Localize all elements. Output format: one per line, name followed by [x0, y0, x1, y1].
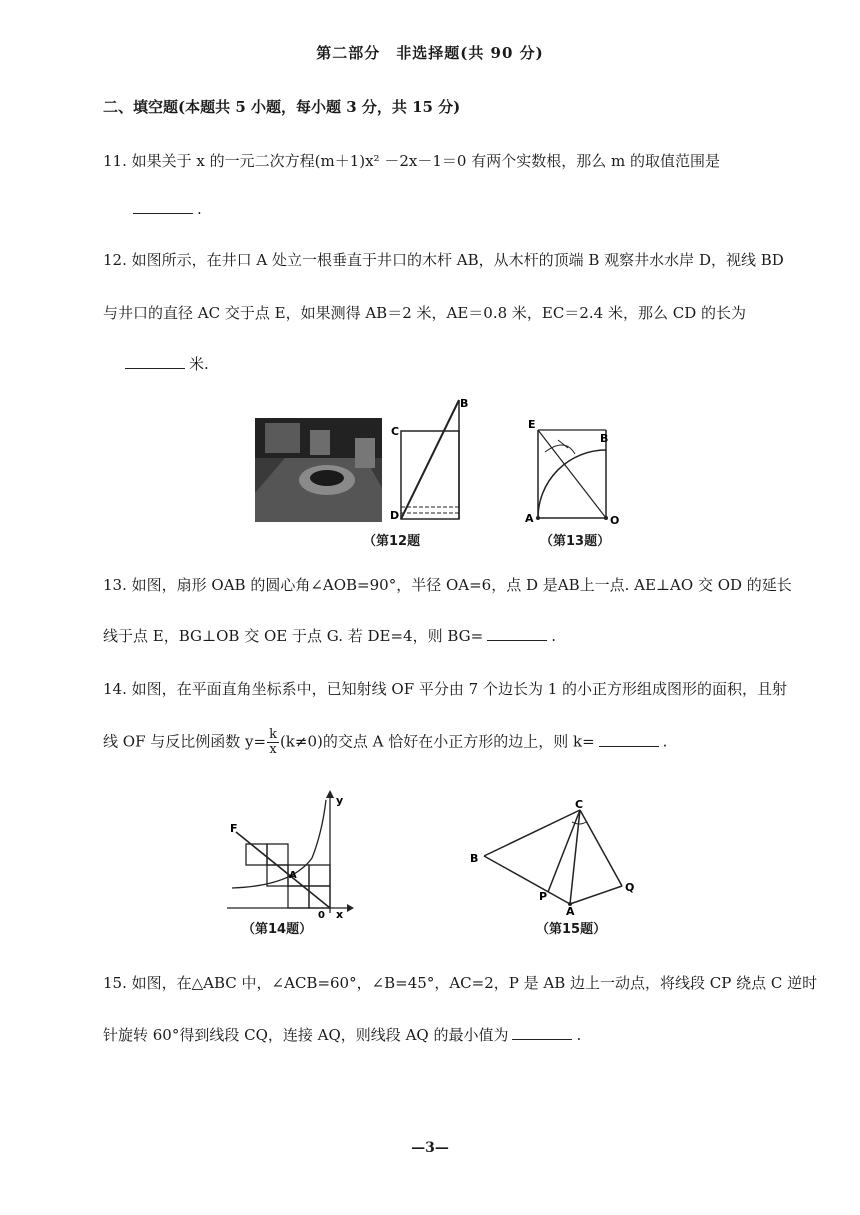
label-E: E: [528, 418, 536, 431]
figure-12-caption: （第12题: [363, 534, 421, 549]
well-photo: [255, 418, 382, 522]
figure-12-diagram: [385, 395, 475, 530]
label-O: O: [610, 514, 620, 527]
label-B: B: [600, 432, 609, 445]
label-origin: 0: [318, 910, 325, 918]
label-y: y: [336, 794, 344, 807]
question-11-text: 11. 如果关于 x 的一元二次方程(m＋1)x² －2x－1＝0 有两个实数根，那么 m 的取值范围是: [103, 152, 720, 170]
question-12-answer: 米.: [103, 353, 209, 374]
label-C: C: [575, 798, 584, 811]
question-14-line2: 线 OF 与反比例函数 y= $\frac{k}{x}$ (k≠0)的交点 A 恰好在小正方形的边上，则 k= .: [103, 727, 668, 757]
page-number: —3—: [411, 1140, 449, 1156]
figure-13-caption: （第13题）: [540, 534, 611, 549]
answer-blank-15[interactable]: [512, 1025, 572, 1040]
figure-15-diagram: [462, 796, 642, 916]
question-13-line2: 线于点 E，BG⊥OB 交 OE 于点 G. 若 DE=4，则 BG= .: [103, 627, 556, 645]
label-B: B: [460, 397, 469, 410]
question-13-line1: 13. 如图，扇形 OAB 的圆心角∠AOB=90°，半径 OA=6，点 D 是AB上一点. AE⊥AO 交 OD 的延长: [103, 576, 792, 594]
label-A: A: [525, 512, 534, 525]
fraction-k-over-x: $\frac{k}{x}$: [269, 727, 277, 757]
answer-blank-13[interactable]: [487, 626, 547, 641]
section-heading: 二、填空题(本题共 5 小题，每小题 3 分，共 15 分): [103, 98, 461, 116]
question-15-line1: 15. 如图，在△ABC 中，∠ACB=60°，∠B=45°，AC=2，P 是 AB 边上一动点，将线段 CP 绕点 C 逆时: [103, 974, 818, 992]
question-12-line1: 12. 如图所示，在井口 A 处立一根垂直于井口的木杆 AB，从木杆的顶端 B 观察井水水岸 D，视线 BD: [103, 251, 784, 269]
label-D: D: [390, 509, 400, 522]
part-title: 第二部分 非选择题(共 90 分): [316, 44, 544, 62]
answer-blank-11[interactable]: [133, 199, 193, 214]
label-A: A: [289, 870, 297, 881]
question-12-line2: 与井口的直径 AC 交于点 E，如果测得 AB＝2 米，AE＝0.8 米，EC＝2.4 米，那么 CD 的长为: [103, 304, 746, 322]
label-x: x: [336, 908, 344, 918]
label-F: F: [230, 822, 238, 835]
question-14-line1: 14. 如图，在平面直角坐标系中，已知射线 OF 平分由 7 个边长为 1 的小正方形组成图形的面积，且射: [103, 680, 788, 698]
label-Q: Q: [625, 881, 635, 894]
answer-blank-14[interactable]: [599, 732, 659, 747]
label-P: P: [539, 890, 548, 903]
figure-13-diagram: [520, 412, 630, 530]
question-15-line2: 针旋转 60°得到线段 CQ，连接 AQ，则线段 AQ 的最小值为 .: [103, 1026, 582, 1044]
label-A: A: [566, 905, 575, 916]
question-11-answer: .: [103, 199, 202, 218]
label-C: C: [391, 425, 400, 438]
answer-blank-12[interactable]: [125, 354, 185, 369]
figure-14-caption: （第14题）: [242, 922, 313, 937]
label-B: B: [470, 852, 479, 865]
figure-14-diagram: [222, 788, 357, 918]
figure-15-caption: （第15题）: [536, 922, 607, 937]
